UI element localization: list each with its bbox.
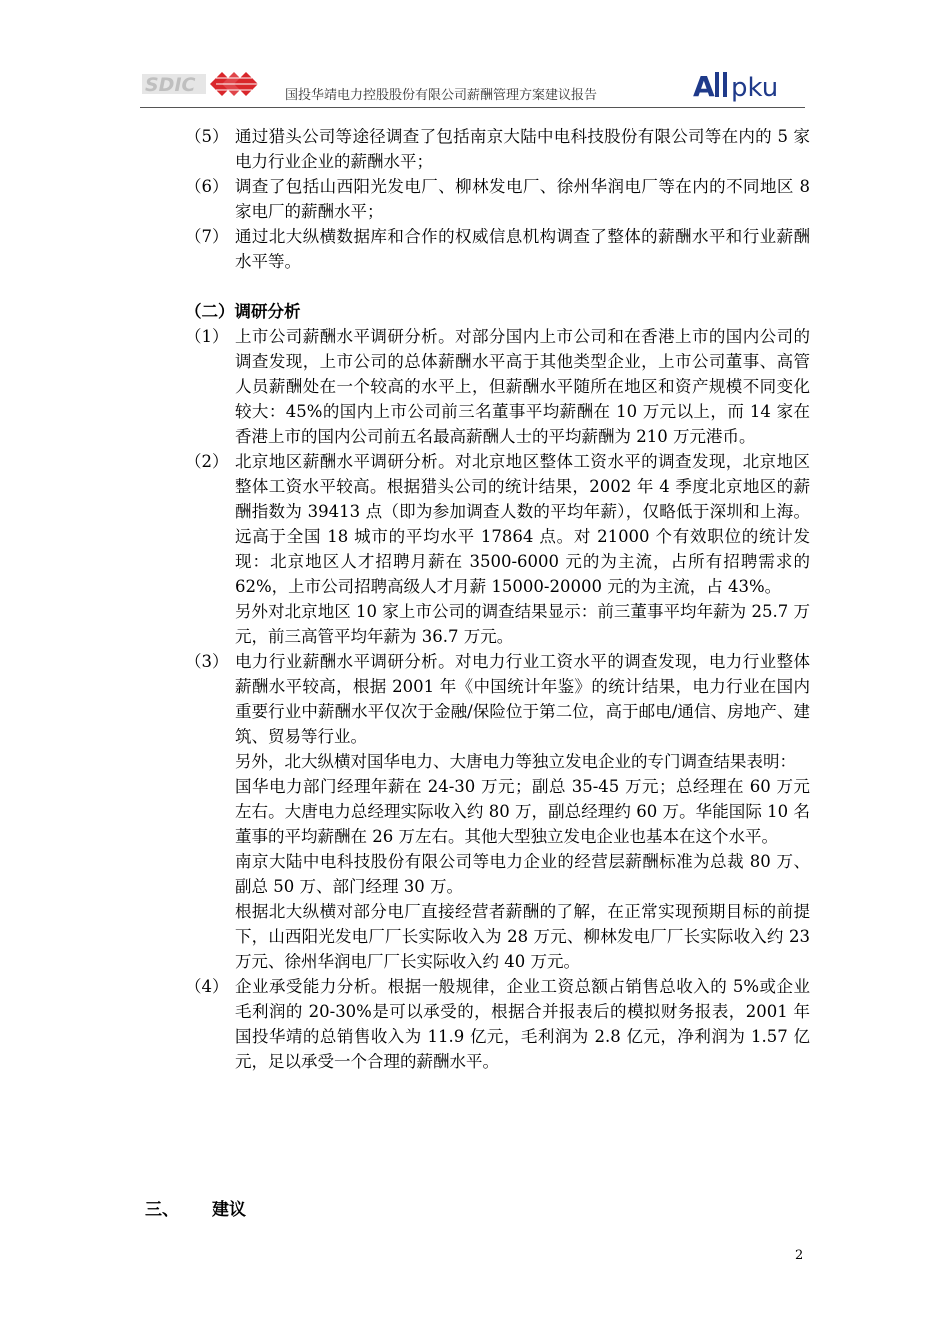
item-number: （3） <box>185 652 229 671</box>
list-item <box>185 649 810 749</box>
item-text: 上市公司薪酬水平调研分析。对部分国内上市公司和在香港上市的国内公司的调查发现，上市公司的总体薪酬水平高于其他类型企业，上市公司董事、高管人员薪酬处在一个较高的水平上，但薪酬水平随所在地区和资产规模不同变化较大：45%的国内上市公司前三名董事平均薪酬在 10 万元以上，而 14 家在香港上市的国内公司前五名最高薪酬人士的平均薪酬为 210 万元港币。 <box>235 327 810 446</box>
header-rule <box>140 107 805 108</box>
section-title: 建议 <box>212 1200 246 1220</box>
list-item <box>185 124 810 174</box>
item-paragraph: 南京大陆中电科技股份有限公司等电力企业的经营层薪酬标准为总裁 80 万、副总 50 万、部门经理 30 万。 <box>235 852 810 896</box>
item-paragraph: 根据北大纵横对部分电厂直接经营者薪酬的了解，在正常实现预期目标的前提下，山西阳光发电厂厂长实际收入为 28 万元、柳林发电厂厂长实际收入约 23 万元、徐州华润电厂厂长实际收入约 40 万元。 <box>235 902 810 971</box>
list-item <box>185 974 810 1074</box>
item-number: （7） <box>185 227 229 246</box>
item-text: 调查了包括山西阳光发电厂、柳林发电厂、徐州华润电厂等在内的不同地区 8 家电厂的薪酬水平； <box>235 177 810 221</box>
item-number: （6） <box>185 177 229 196</box>
item-paragraph: 另外对北京地区 10 家上市公司的调查结果显示：前三董事平均年薪为 25.7 万元，前三高管平均年薪为 36.7 万元。 <box>235 602 810 646</box>
header-title: 国投华靖电力控股股份有限公司薪酬管理方案建议报告 <box>285 88 598 103</box>
list-item <box>185 174 810 224</box>
item-paragraph: 另外，北大纵横对国华电力、大唐电力等独立发电企业的专门调查结果表明： <box>235 752 796 771</box>
document-body <box>185 124 810 1074</box>
sdic-logo <box>140 68 260 98</box>
sdic-logo-text: SDIC <box>145 74 196 96</box>
page-header <box>140 60 805 108</box>
item-text: 通过北大纵横数据库和合作的权威信息机构调查了整体的薪酬水平和行业薪酬水平等。 <box>235 227 810 271</box>
item-number: （2） <box>185 452 229 471</box>
item-number: （1） <box>185 327 229 346</box>
section-three-heading <box>145 1195 246 1220</box>
list-item <box>185 324 810 449</box>
item-text: 北京地区薪酬水平调研分析。对北京地区整体工资水平的调查发现，北京地区整体工资水平较高。根据猎头公司的统计结果，2002 年 4 季度北京地区的薪酬指数为 39413 点（即为参加调查人数的平均年薪），仅略低于深圳和上海。远高于全国 18 城市的平均水平 17864 点。对 21000 个有效职位的统计发现：北京地区人才招聘月薪在 3500-6000 元的为主流，占所有招聘需求的 62%，上市公司招聘高级人才月薪 15000-20000 元的为主流，占 43%。 <box>235 452 810 596</box>
page-number: 2 <box>795 1248 804 1263</box>
item-text: 企业承受能力分析。根据一般规律，企业工资总额占销售总收入的 5%或企业毛利润的 20-30%是可以承受的，根据合并报表后的模拟财务报表，2001 年国投华靖的总销售收入为 11.9 亿元，毛利润为 2.8 亿元，净利润为 1.57 亿元，足以承受一个合理的薪酬水平。 <box>235 977 810 1071</box>
svg-text:pku: pku <box>731 73 779 103</box>
section-number: 三、 <box>145 1200 179 1220</box>
list-item <box>185 449 810 599</box>
section-heading: （二）调研分析 <box>185 302 301 321</box>
item-text: 电力行业薪酬水平调研分析。对电力行业工资水平的调查发现，电力行业整体薪酬水平较高，根据 2001 年《中国统计年鉴》的统计结果，电力行业在国内重要行业中薪酬水平仅次于金融/保险位于第二位，高于邮电/通信、房地产、建筑、贸易等行业。 <box>235 652 810 746</box>
item-number: （5） <box>185 127 229 146</box>
svg-text:A: A <box>693 70 715 103</box>
allpku-logo <box>693 66 805 104</box>
item-number: （4） <box>185 977 229 996</box>
list-item <box>185 224 810 274</box>
item-text: 通过猎头公司等途径调查了包括南京大陆中电科技股份有限公司等在内的 5 家电力行业企业的薪酬水平； <box>235 127 810 171</box>
item-paragraph: 国华电力部门经理年薪在 24-30 万元；副总 35-45 万元；总经理在 60 万元左右。大唐电力总经理实际收入约 80 万，副总经理约 60 万。华能国际 10 名董事的平均薪酬在 26 万左右。其他大型独立发电企业也基本在这个水平。 <box>235 777 810 846</box>
